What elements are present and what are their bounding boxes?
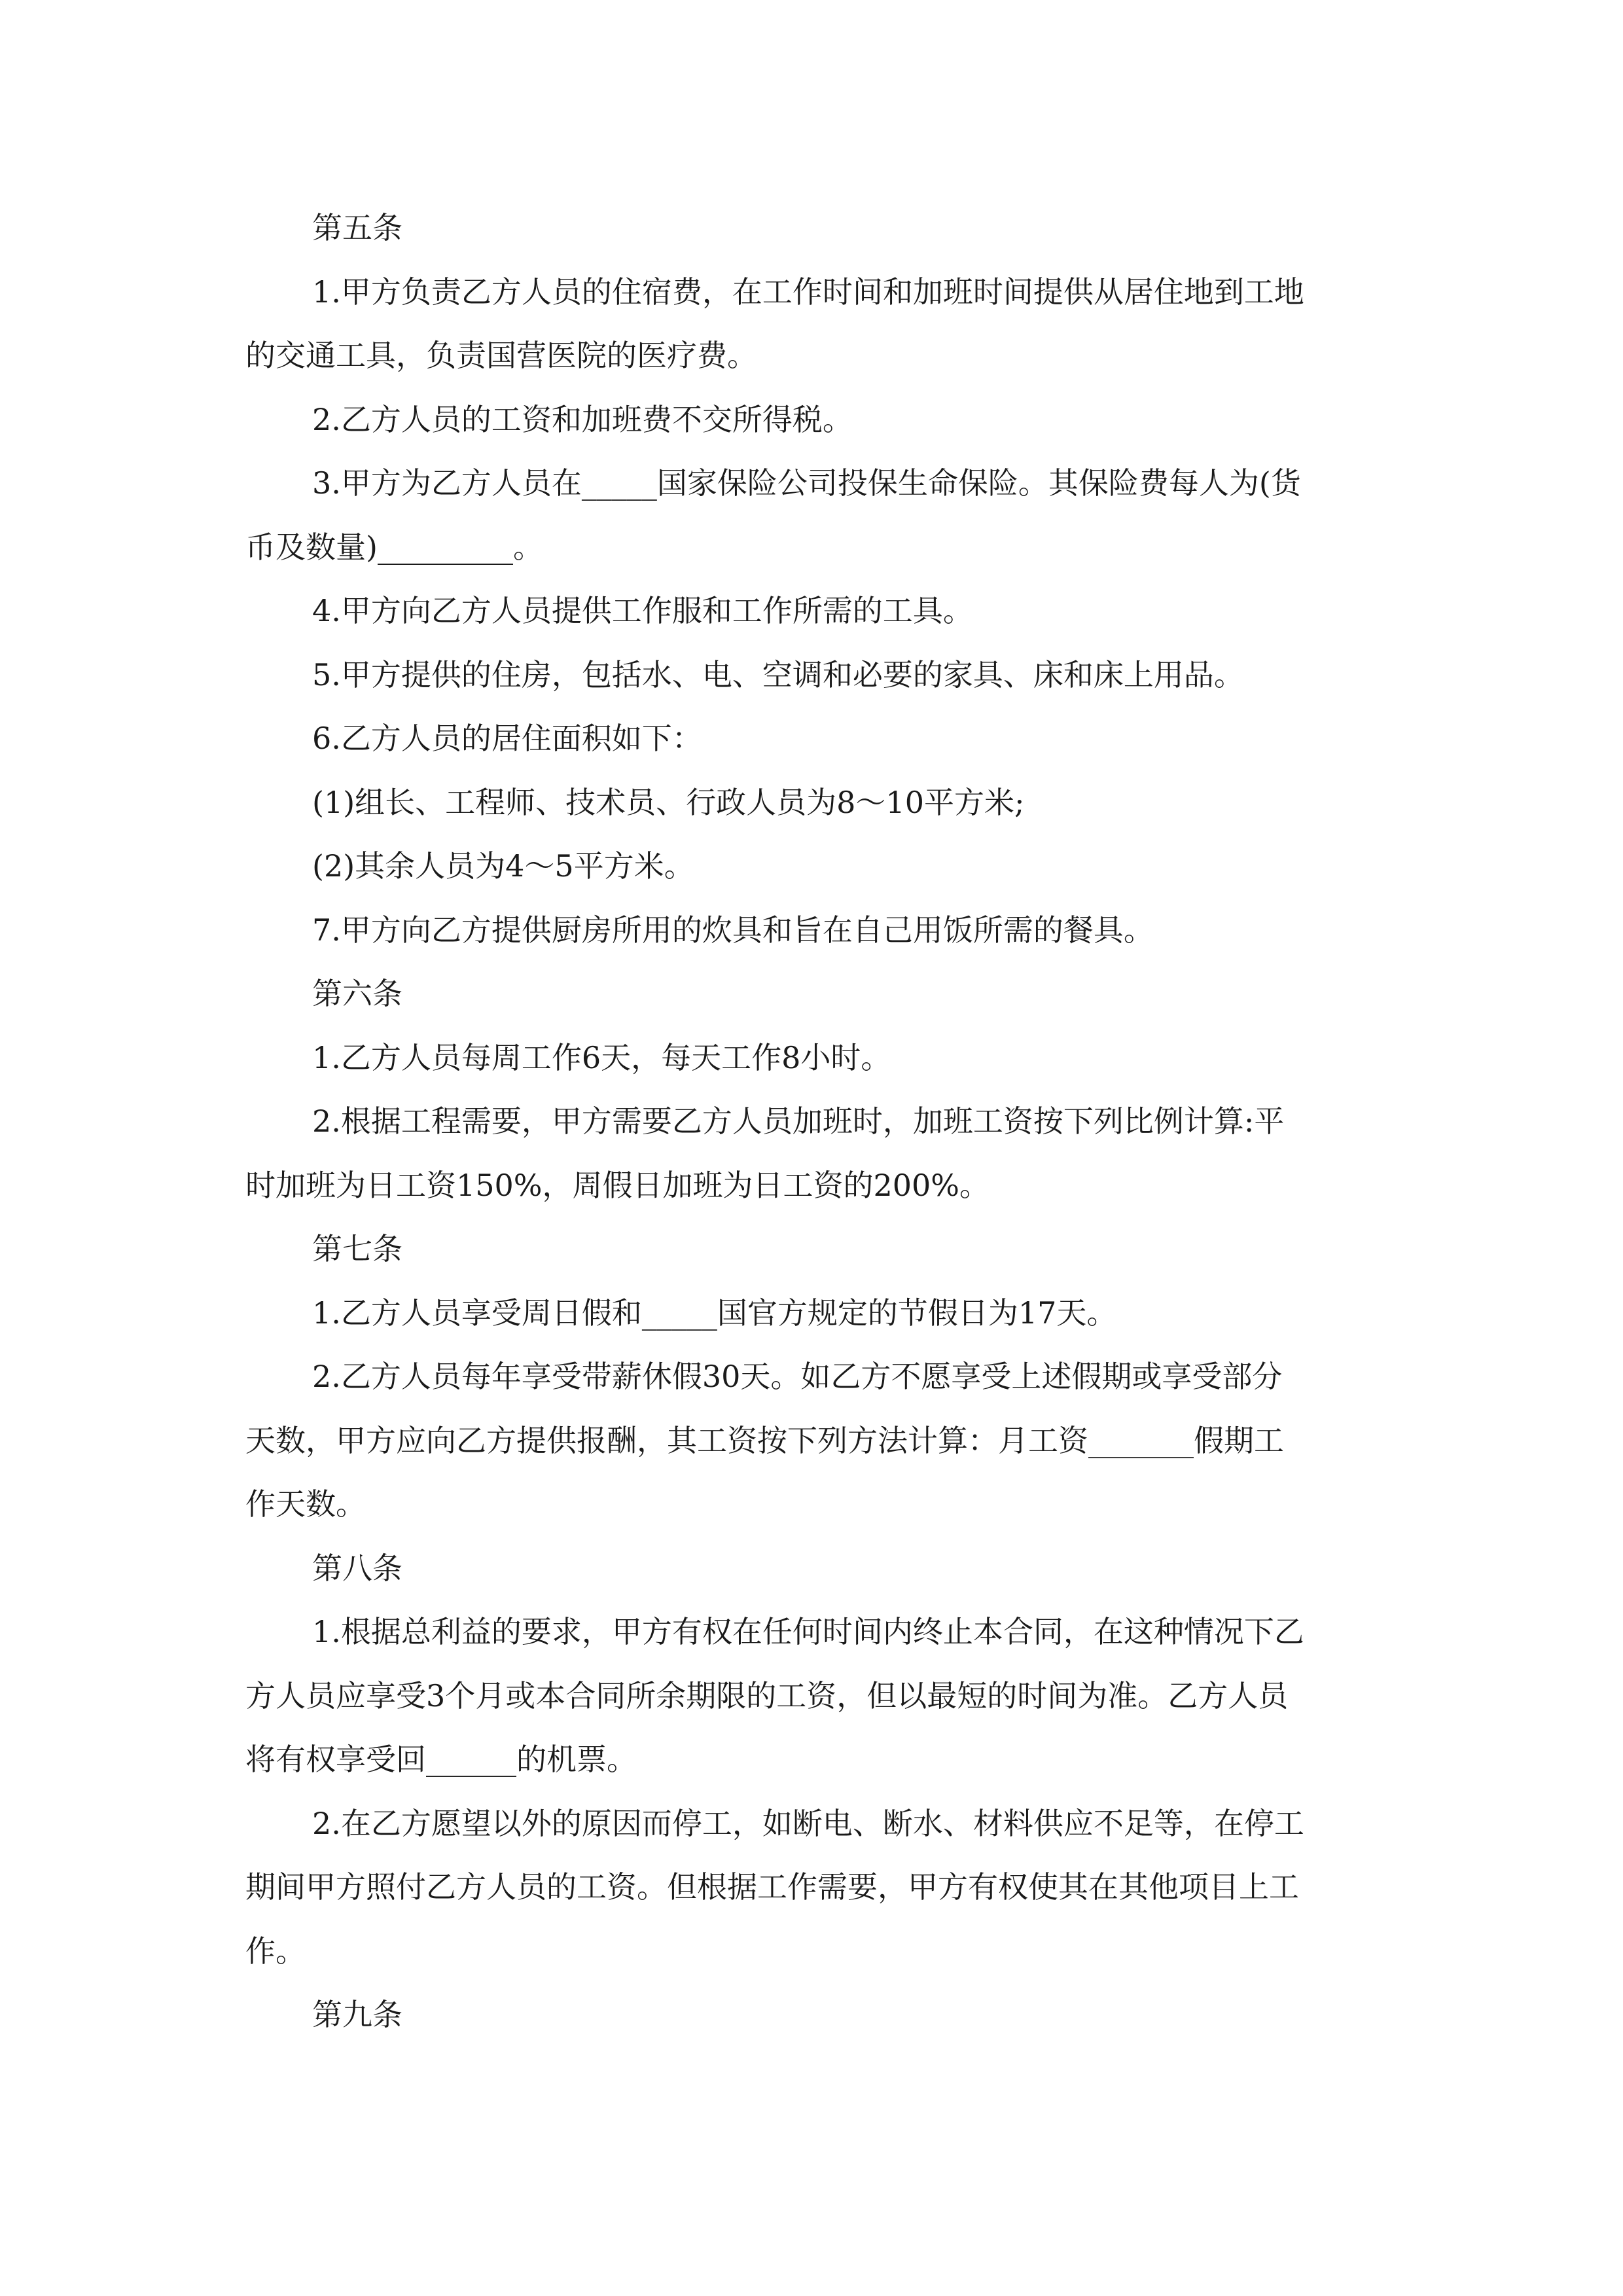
- clause-5-3-cont: 币及数量)_________。: [245, 529, 543, 565]
- clause-6-1: 1.乙方人员每周工作6天，每天工作8小时。: [312, 1039, 891, 1075]
- clause-5-1-cont: 的交通工具，负责国营医院的医疗费。: [245, 338, 757, 373]
- clause-7-2: 2.乙方人员每年享受带薪休假30天。如乙方不愿享受上述假期或享受部分: [312, 1359, 1283, 1394]
- clause-5-5: 5.甲方提供的住房，包括水、电、空调和必要的家具、床和床上用品。: [312, 656, 1244, 692]
- clause-8-2-cont-2: 作。: [245, 1933, 306, 1969]
- clause-8-1-cont-2: 将有权享受回______的机票。: [245, 1742, 637, 1777]
- article-heading-5: 第五条: [312, 210, 402, 245]
- clause-8-1-cont-1: 方人员应享受3个月或本合同所余期限的工资，但以最短的时间为准。乙方人员: [245, 1677, 1289, 1713]
- article-heading-8: 第八条: [312, 1550, 402, 1586]
- clause-5-6: 6.乙方人员的居住面积如下：: [312, 721, 702, 756]
- article-heading-6: 第六条: [312, 976, 402, 1011]
- clause-7-1: 1.乙方人员享受周日假和_____国官方规定的节假日为17天。: [312, 1295, 1117, 1331]
- clause-8-1: 1.根据总利益的要求，甲方有权在任何时间内终止本合同，在这种情况下乙: [312, 1614, 1304, 1649]
- clause-8-2-cont-1: 期间甲方照付乙方人员的工资。但根据工作需要，甲方有权使其在其他项目上工: [245, 1869, 1299, 1905]
- clause-7-2-cont-2: 作天数。: [245, 1486, 366, 1522]
- clause-6-2-cont: 时加班为日工资150%，周假日加班为日工资的200%。: [245, 1167, 990, 1203]
- clause-5-6-item-1: (1)组长、工程师、技术员、行政人员为8～10平方米;: [312, 784, 1025, 820]
- clause-5-3: 3.甲方为乙方人员在_____国家保险公司投保生命保险。其保险费每人为(货: [312, 465, 1301, 501]
- clause-5-7: 7.甲方向乙方提供厨房所用的炊具和旨在自己用饭所需的餐具。: [312, 912, 1154, 948]
- clause-8-2: 2.在乙方愿望以外的原因而停工，如断电、断水、材料供应不足等，在停工: [312, 1805, 1304, 1841]
- clause-5-4: 4.甲方向乙方人员提供工作服和工作所需的工具。: [312, 593, 973, 628]
- clause-5-1: 1.甲方负责乙方人员的住宿费，在工作时间和加班时间提供从居住地到工地: [312, 274, 1304, 310]
- article-heading-7: 第七条: [312, 1231, 402, 1266]
- clause-5-2: 2.乙方人员的工资和加班费不交所得税。: [312, 401, 853, 437]
- clause-7-2-cont-1: 天数，甲方应向乙方提供报酬，其工资按下列方法计算：月工资_______假期工: [245, 1422, 1284, 1458]
- clause-6-2: 2.根据工程需要，甲方需要乙方人员加班时，加班工资按下列比例计算:平: [312, 1103, 1285, 1139]
- article-heading-9: 第九条: [312, 1997, 402, 2032]
- contract-text: [245, 196, 1378, 2047]
- clause-5-6-item-2: (2)其余人员为4～5平方米。: [312, 848, 694, 884]
